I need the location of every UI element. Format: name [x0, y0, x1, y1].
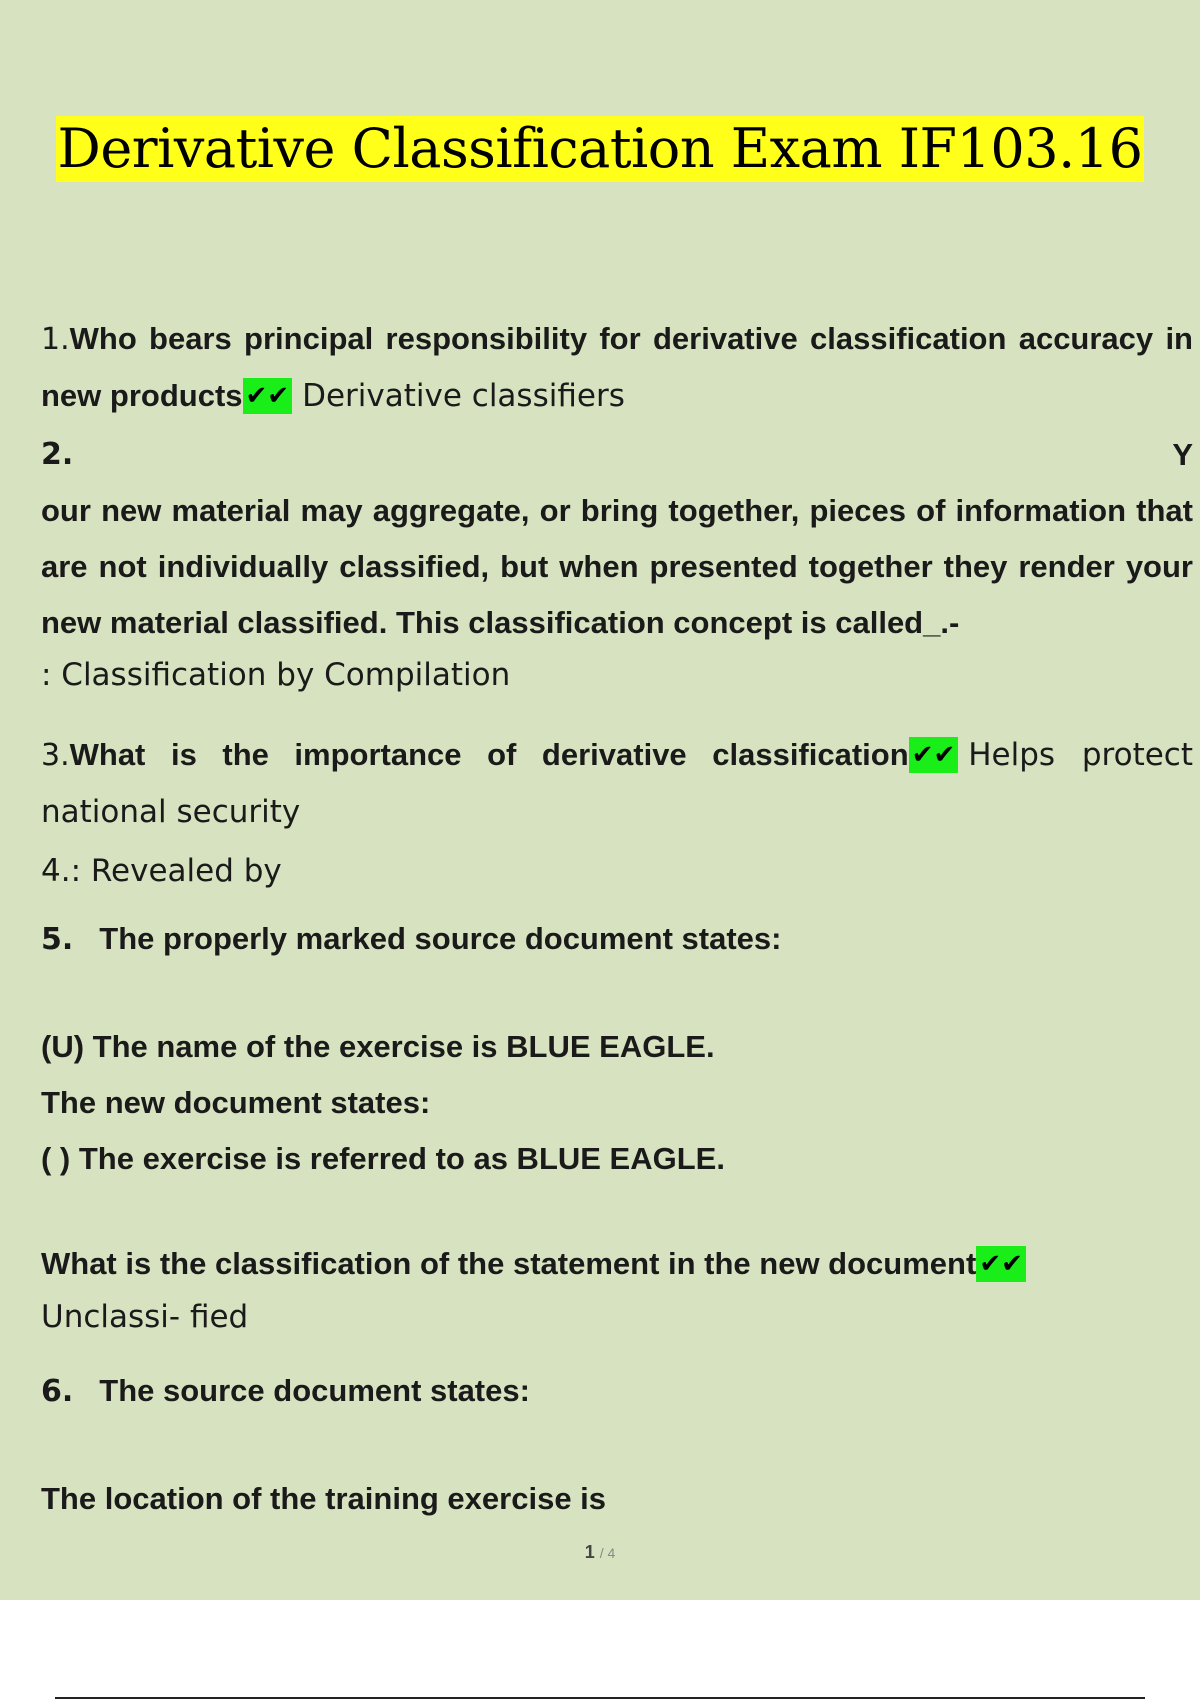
question-heading: The source document states: — [99, 1373, 530, 1408]
question-text: What is the classification of the statement in the new document — [41, 1246, 977, 1281]
page-divider — [55, 1697, 1145, 1699]
question-5-header — [41, 911, 1193, 968]
question-6-header — [41, 1363, 1193, 1420]
question-number: 5. — [41, 922, 74, 957]
question-number: 2. — [41, 437, 74, 472]
question-text: Who bears principal responsibility for derivative classification accuracy in new products — [41, 321, 1193, 413]
source-statement: (U) The name of the exercise is BLUE EAGLE. — [41, 1029, 715, 1064]
statement-text: The location of the training exercise is — [41, 1481, 607, 1516]
current-page-number: 1 — [584, 1542, 595, 1562]
question-text: our new material may aggregate, or bring together, pieces of information that are not individually classified, but when presented together they render your new material classified. This classification concept is called_.- — [41, 493, 1193, 640]
answer-text: Derivative classifiers — [302, 378, 625, 414]
document-title: Derivative Classification Exam IF103.16 — [57, 117, 1143, 180]
question-1 — [41, 311, 1193, 425]
question-number: 3. — [41, 738, 70, 773]
check-mark-icon: ✔✔ — [243, 378, 293, 414]
question-5-query — [41, 1236, 1193, 1341]
check-mark-icon: ✔✔ — [976, 1246, 1026, 1282]
question-text: What is the importance of derivative classification — [69, 737, 909, 772]
question-number: 6. — [41, 1374, 74, 1409]
question-4-text: 4.: Revealed by — [41, 853, 282, 889]
check-mark-icon: ✔✔ — [909, 737, 959, 773]
question-5-source — [41, 1019, 1193, 1187]
question-number: 1. — [41, 322, 70, 357]
question-heading: The properly marked source document states: — [99, 921, 782, 956]
question-2-header — [41, 427, 1193, 483]
question-5 — [41, 911, 1193, 968]
question-6-statement — [41, 1471, 1193, 1527]
page-indicator — [0, 1542, 1200, 1563]
new-statement: ( ) The exercise is referred to as BLUE EAGLE. — [41, 1141, 725, 1176]
question-3-paragraph — [41, 727, 1193, 841]
answer-text: Helps protect national security — [41, 737, 1193, 830]
question-lead-letter: Y — [1172, 437, 1193, 472]
total-pages: / 4 — [599, 1545, 616, 1561]
answer-text: Unclassi- fied — [41, 1299, 249, 1335]
question-4 — [41, 843, 1193, 899]
question-1-paragraph — [41, 311, 1193, 425]
question-3 — [41, 727, 1193, 841]
new-document-label: The new document states: — [41, 1085, 431, 1120]
question-6 — [41, 1363, 1193, 1420]
question-2 — [41, 427, 1193, 699]
answer-text: : Classification by Compilation — [41, 657, 511, 693]
question-5-question-line — [41, 1236, 1193, 1293]
title-container — [0, 116, 1200, 182]
